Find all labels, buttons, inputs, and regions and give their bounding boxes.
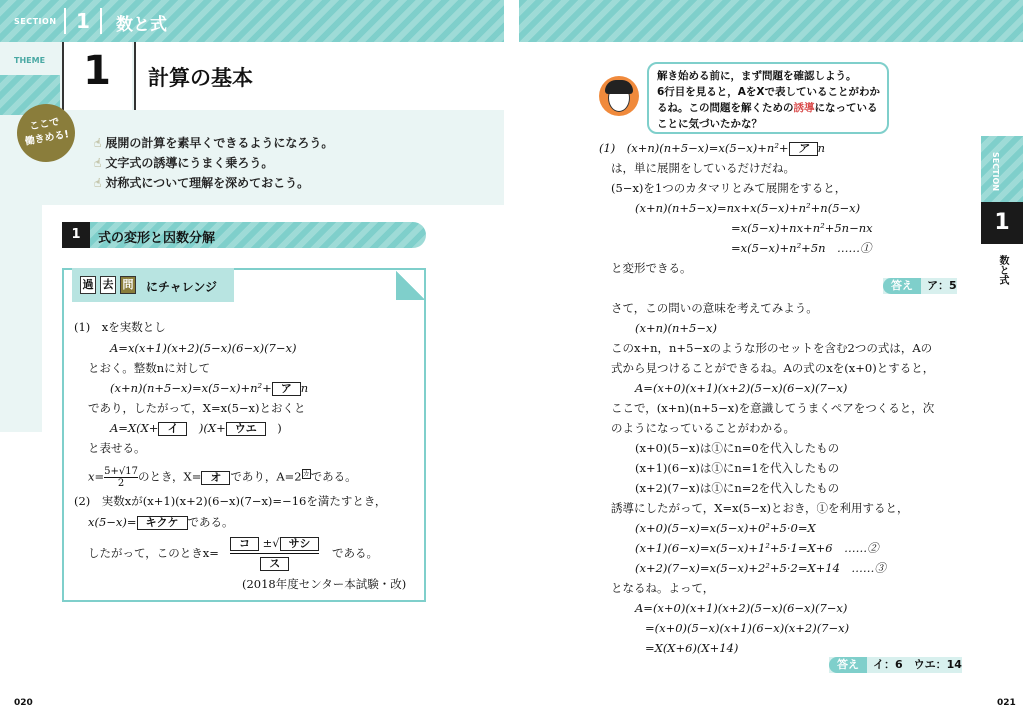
- challenge-kanji: 問: [120, 276, 136, 294]
- section-label: SECTION: [14, 17, 57, 26]
- solution-line: となるね。よって，: [611, 581, 715, 595]
- side-section-label: SECTION: [991, 152, 1000, 192]
- solution-line: のようになっていることがわかる。: [611, 421, 795, 435]
- answer-banner: 答え イ：6 ウエ：14: [829, 657, 962, 673]
- answer-box-o: オ: [201, 471, 230, 485]
- solution-line: =X(X+6)(X+14): [645, 641, 739, 655]
- heading-title: 式の変形と因数分解: [98, 231, 216, 246]
- q-line: と表せる。: [88, 441, 146, 455]
- left-page: [0, 0, 504, 726]
- solution-line: (1) (x+n)(n+5−x)=x(5−x)+n²+ ア n: [599, 141, 825, 155]
- page-number: 021: [997, 698, 1016, 708]
- teacher-avatar-icon: [599, 76, 639, 116]
- q-line: A=X(X+ イ )(X+ ウエ ): [110, 421, 282, 435]
- goal-item: ☝ 展開の計算を素早くできるようになろう。: [94, 136, 334, 150]
- goal-item: ☝ 文字式の誘導にうまく乗ろう。: [94, 156, 274, 170]
- solution-line: このx+n，n+5−xのような形のセットを含む2つの式は，Aの: [611, 341, 933, 355]
- exponent-box: カ: [302, 469, 310, 478]
- solution-line: (x+1)(6−x)は①にn=1を代入したもの: [635, 461, 840, 475]
- q-line: (x+n)(n+5−x)=x(5−x)+n²+ ア n: [110, 381, 309, 395]
- challenge-kanji: 去: [100, 276, 116, 294]
- goal-item: ☝ 対称式について理解を深めておこう。: [94, 176, 310, 190]
- heading-number: 1: [62, 222, 90, 248]
- hand-icon: ☝: [94, 176, 102, 190]
- solution-line: 誘導にしたがって，X=x(5−x)とおき，①を利用すると，: [611, 501, 909, 515]
- answer-box-i: イ: [158, 422, 187, 436]
- solution-line: =(x+0)(5−x)(x+1)(6−x)(x+2)(7−x): [645, 621, 850, 635]
- card-fold-corner: [396, 270, 424, 300]
- solution-line: (x+0)(5−x)=x(5−x)+0²+5·0=X: [635, 521, 816, 535]
- theme-label: THEME: [14, 56, 46, 65]
- theme-number: 1: [83, 48, 111, 94]
- side-section-tab: [981, 136, 1023, 202]
- answer-box-ue: ウエ: [226, 422, 266, 436]
- solution-line: さて，この問いの意味を考えてみよう。: [611, 301, 818, 315]
- solution-line: (x+2)(7−x)=x(5−x)+2²+5·2=X+14 ……③: [635, 561, 886, 575]
- solution-line: (5−x)を1つのカタマリとみて展開をすると，: [611, 181, 847, 195]
- solution-line: は，単に展開をしているだけだね。: [611, 161, 795, 175]
- fraction: コ ±√ サシ ス: [230, 536, 319, 571]
- q-line: x(5−x)= キクケ である。: [88, 515, 234, 529]
- q-line: A=x(x+1)(x+2)(5−x)(6−x)(7−x): [110, 341, 297, 355]
- side-number: 1: [994, 210, 1010, 235]
- bubble-line: るね。この問題を解くための誘導になっている: [657, 102, 878, 114]
- answer-box-a: ア: [272, 382, 301, 396]
- answer-box-sashi: サシ: [280, 537, 320, 551]
- answer-box-a: ア: [789, 142, 818, 156]
- solution-line: と変形できる。: [611, 261, 692, 275]
- solution-line: A=(x+0)(x+1)(x+2)(5−x)(6−x)(7−x): [635, 601, 848, 615]
- solution-line: ここで，(x+n)(n+5−x)を意識してうまくペアをつくると，次: [611, 401, 935, 415]
- side-title: 数と式: [997, 255, 1008, 285]
- q-line: (2) 実数xが(x+1)(x+2)(6−x)(7−x)=−16を満たすとき，: [74, 494, 387, 508]
- badge-line-1: ここで: [28, 116, 61, 133]
- page-number: 020: [14, 698, 33, 708]
- answer-box-ko: コ: [230, 537, 259, 551]
- solution-line: =x(5−x)+nx+n²+5n−nx: [731, 221, 873, 235]
- solution-line: =x(5−x)+n²+5n ……①: [731, 241, 872, 255]
- bubble-line: 6行目を見ると，AをXで表していることがわか: [657, 86, 881, 98]
- answer-banner: 答え ア：5: [883, 278, 957, 294]
- theme-title: 計算の基本: [148, 66, 253, 90]
- solution-line: (x+n)(n+5−x): [635, 321, 717, 335]
- badge-line-2: 働きめる!: [24, 129, 70, 148]
- solution-line: (x+1)(6−x)=x(5−x)+1²+5·1=X+6 ……②: [635, 541, 879, 555]
- hand-icon: ☝: [94, 156, 102, 170]
- q-line: (1) xを実数とし: [74, 320, 166, 334]
- solution-line: 式から見つけることができるね。Aの式のxを(x+0)とすると，: [611, 361, 935, 375]
- answer-box-kikuke: キクケ: [137, 516, 188, 530]
- q-line: x= $\frac{5+√17}{2}$ のとき，X= オ であり，$A=2^カ$である。: [88, 466, 357, 489]
- bubble-line: ことに気づいたかな？: [657, 118, 762, 130]
- bubble-line: 解き始める前に，まず問題を確認しよう。: [657, 70, 857, 82]
- section-title: 数と式: [116, 15, 167, 35]
- header-bar: [519, 0, 1023, 42]
- q-line: であり，したがって，X=x(5−x)とおくと: [88, 401, 306, 415]
- q-line: である。: [332, 546, 378, 560]
- q-line: とおく。整数nに対して: [88, 361, 211, 375]
- source-citation: (2018年度センター本試験・改): [242, 577, 407, 591]
- q-line: したがって，このときx=: [88, 546, 219, 560]
- solution-line: A=(x+0)(x+1)(x+2)(5−x)(6−x)(7−x): [635, 381, 848, 395]
- challenge-kanji: 過: [80, 276, 96, 294]
- solution-line: (x+2)(7−x)は①にn=2を代入したもの: [635, 481, 840, 495]
- hand-icon: ☝: [94, 136, 102, 150]
- solution-line: (x+n)(n+5−x)=nx+x(5−x)+n²+n(5−x): [635, 201, 861, 215]
- solution-line: (x+0)(5−x)は①にn=0を代入したもの: [635, 441, 840, 455]
- section-number: 1: [64, 8, 102, 34]
- right-page: [519, 0, 1023, 726]
- challenge-label: にチャレンジ: [146, 280, 218, 294]
- answer-box-su: ス: [260, 557, 289, 571]
